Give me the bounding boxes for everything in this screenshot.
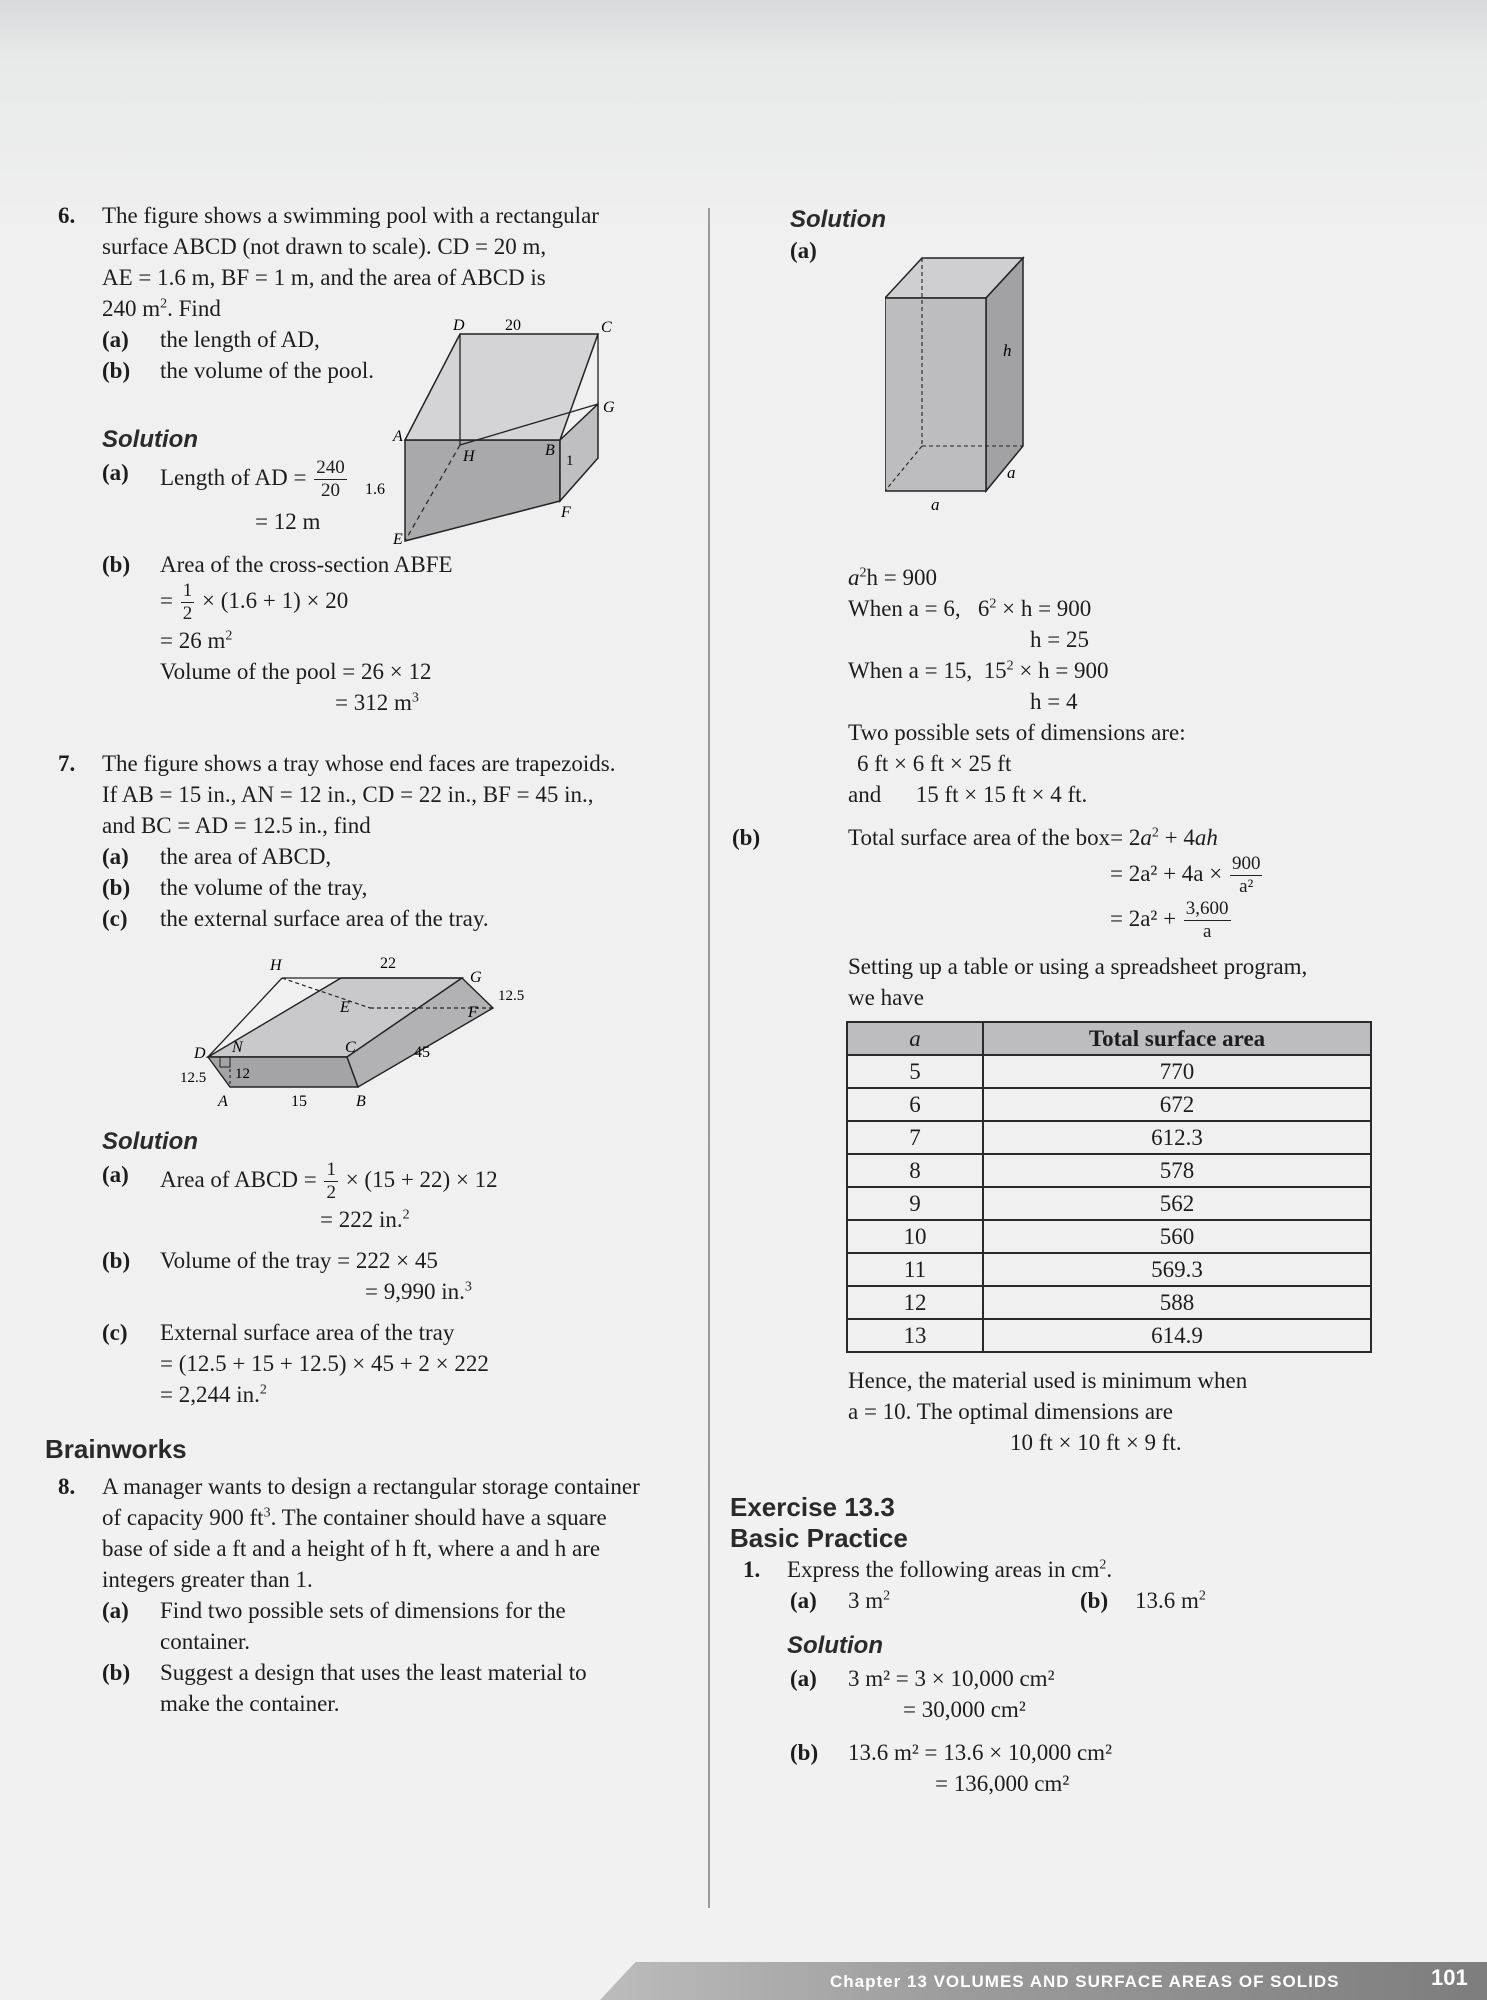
sol8-a-line: Two possible sets of dimensions are: bbox=[848, 720, 1186, 745]
exercise-solution-b-result: = 136,000 cm² bbox=[935, 1771, 1070, 1796]
q6-solution-b-line: = 26 $m^2$ bbox=[160, 628, 233, 653]
q7-solution-a: (a) Area of ABCD = $\frac{1}{2}$ × (15 + 22) × 12 bbox=[102, 1159, 498, 1203]
svg-text:B: B bbox=[545, 442, 555, 459]
exercise-title: Exercise 13.3 bbox=[730, 1492, 895, 1522]
svg-text:F: F bbox=[561, 504, 571, 521]
svg-text:E: E bbox=[393, 531, 403, 548]
q7-solution-c-line: = (12.5 + 15 + 12.5) × 45 + 2 × 222 bbox=[160, 1351, 489, 1376]
q7-solution-b-result: = 9,990 in.$^3$ bbox=[365, 1279, 472, 1304]
svg-text:G: G bbox=[603, 399, 615, 416]
table-row: 9 562 bbox=[847, 1187, 1371, 1220]
pool-top-face bbox=[405, 334, 598, 440]
q6-solution-b: (b) Area of the cross-section ABFE bbox=[102, 552, 453, 577]
table-header-row bbox=[847, 1022, 1371, 1055]
q6-solution-a: (a) Length of AD = $\frac{240}{20}$ bbox=[102, 457, 345, 501]
svg-text:F: F bbox=[468, 1004, 478, 1021]
table-row: 10 560 bbox=[847, 1220, 1371, 1253]
svg-text:H: H bbox=[270, 957, 282, 974]
sol8-part-a-label: (a) bbox=[790, 238, 817, 263]
box-figure bbox=[885, 246, 1075, 516]
question-6 bbox=[45, 200, 685, 324]
svg-text:N: N bbox=[232, 1039, 243, 1056]
pool-figure bbox=[365, 308, 725, 548]
svg-text:A: A bbox=[218, 1093, 228, 1110]
q6-part-a: (a) the length of AD, bbox=[102, 327, 320, 352]
question-7: 7. The figure shows a tray whose end faces are trapezoids. If AB = 15 in., AN = 12 in., CD = 22 in., BF = 45 in., and BC = AD = 12.5 in., find bbox=[58, 751, 616, 838]
exercise-solution-b: (b) 13.6 m² = 13.6 × 10,000 cm² bbox=[790, 1740, 1112, 1765]
svg-text:1: 1 bbox=[566, 453, 574, 469]
q6-solution-a-result: = 12 m bbox=[255, 509, 321, 534]
svg-text:12.5: 12.5 bbox=[498, 988, 525, 1004]
q6-part-b: (b) the volume of the pool. bbox=[102, 358, 374, 383]
sol8-a-line: h = 25 bbox=[1030, 627, 1089, 652]
table-header-a: a bbox=[847, 1022, 983, 1055]
q7-part-b: (b) the volume of the tray, bbox=[102, 875, 368, 900]
svg-text:1.6: 1.6 bbox=[365, 481, 385, 498]
table-row: 11 569.3 bbox=[847, 1253, 1371, 1286]
chapter-footer: Chapter 13 VOLUMES AND SURFACE AREAS OF SOLIDS bbox=[830, 1972, 1340, 1991]
q6-solution-b-line: = $\frac{1}{2}$ × (1.6 + 1) × 20 bbox=[160, 580, 349, 624]
sol8-a-line: and 15 ft × 15 ft × 4 ft. bbox=[848, 782, 1088, 807]
exercise-q1-parts: (a) 3 $m^2$ (b) 13.6 $m^2$ bbox=[790, 1588, 1206, 1613]
q6-solution-b-line: Volume of the pool = 26 × 12 bbox=[160, 659, 432, 684]
svg-text:20: 20 bbox=[505, 317, 521, 334]
solution-heading: Solution bbox=[787, 1632, 883, 1659]
svg-text:B: B bbox=[356, 1093, 366, 1110]
q7-solution-c-line: = 2,244 in.$^2$ bbox=[160, 1382, 267, 1407]
solution-heading: Solution bbox=[102, 1128, 198, 1155]
sol8-a-line: When a = 6, $6^2 \times h = 900$ bbox=[848, 596, 1092, 621]
sol8-a-line: 6 ft × 6 ft × 25 ft bbox=[857, 751, 1012, 776]
basic-practice-heading: Basic Practice bbox=[730, 1523, 908, 1553]
surface-area-table bbox=[846, 1021, 1372, 1353]
tray-figure bbox=[180, 940, 600, 1120]
solution-heading: Solution bbox=[790, 206, 886, 233]
q8-part-b: (b) Suggest a design that uses the least material to make the container. bbox=[102, 1660, 587, 1716]
sol8-a-line: When a = 15, $15^2 \times h = 900$ bbox=[848, 658, 1109, 683]
svg-text:A: A bbox=[393, 428, 403, 445]
sol8-conclusion-line: Hence, the material used is minimum when bbox=[848, 1368, 1248, 1393]
q6-stem-line: The figure shows a swimming pool with a rectangular bbox=[102, 203, 599, 228]
table-row: 12 588 bbox=[847, 1286, 1371, 1319]
sol8-part-b: (b) Total surface area of the $box= 2a^2 + 4ah$ bbox=[732, 825, 1218, 850]
sol8-conclusion-line: a = 10. The optimal dimensions are bbox=[848, 1399, 1173, 1424]
q7-solution-a-result: = 222 in.$^2$ bbox=[320, 1207, 410, 1232]
page-number: 101 bbox=[1431, 1965, 1468, 1990]
q7-part-c: (c) the external surface area of the tray. bbox=[102, 906, 489, 931]
q8-part-a: (a) Find two possible sets of dimensions for the container. bbox=[102, 1598, 566, 1654]
right-column bbox=[730, 200, 1380, 1799]
table-row: 8 578 bbox=[847, 1154, 1371, 1187]
sol8-conclusion-line: 10 ft × 10 ft × 9 ft. bbox=[1010, 1430, 1182, 1455]
svg-text:h: h bbox=[1003, 341, 1012, 360]
table-row: 6 672 bbox=[847, 1088, 1371, 1121]
svg-text:H: H bbox=[463, 448, 475, 465]
sol8-b-line: = 2a² + 4a × $\frac{900}{\text{a²}}$ bbox=[1110, 853, 1261, 897]
q7-solution-b: (b) Volume of the tray = 222 × 45 bbox=[102, 1248, 438, 1273]
svg-text:D: D bbox=[453, 317, 465, 334]
left-column bbox=[45, 200, 685, 1719]
q6-solution-b-line: = 312 $m^3$ bbox=[335, 690, 419, 715]
q6-stem-line: surface ABCD (not drawn to scale). CD = 20 m, bbox=[102, 234, 547, 259]
table-row: 13 614.9 bbox=[847, 1319, 1371, 1352]
sol8-b-line: we have bbox=[848, 985, 924, 1010]
table-header-total: Total surface area bbox=[983, 1022, 1371, 1055]
svg-text:12.5: 12.5 bbox=[180, 1070, 207, 1086]
q7-part-a: (a) the area of ABCD, bbox=[102, 844, 332, 869]
svg-text:22: 22 bbox=[380, 955, 396, 972]
table-row: 7 612.3 bbox=[847, 1121, 1371, 1154]
svg-text:a: a bbox=[1007, 463, 1016, 482]
exercise-question-1: 1. Express the following areas in $cm^2$. bbox=[743, 1557, 1113, 1582]
svg-text:12: 12 bbox=[235, 1066, 250, 1082]
exercise-solution-a: (a) 3 m² = 3 × 10,000 cm² bbox=[790, 1666, 1055, 1691]
table-row: 5 770 bbox=[847, 1055, 1371, 1088]
q6-stem-line: 240 $m^2$. Find bbox=[102, 296, 221, 321]
sol8-a-line: $a^2h = 900$ bbox=[848, 565, 937, 590]
svg-text:G: G bbox=[470, 969, 482, 986]
question-number: 6. bbox=[58, 203, 76, 228]
brainworks-heading: Brainworks bbox=[45, 1434, 187, 1464]
q7-solution-c: (c) External surface area of the tray bbox=[102, 1320, 455, 1345]
sol8-a-line: h = 4 bbox=[1030, 689, 1078, 714]
solution-heading: Solution bbox=[102, 426, 198, 453]
svg-text:15: 15 bbox=[291, 1093, 307, 1110]
exercise-solution-a-result: = 30,000 cm² bbox=[903, 1697, 1026, 1722]
svg-text:D: D bbox=[194, 1045, 206, 1062]
sol8-b-line: Setting up a table or using a spreadsheet program, bbox=[848, 954, 1308, 979]
svg-text:C: C bbox=[345, 1039, 356, 1056]
question-8: 8. A manager wants to design a rectangular storage container of capacity 900 $ft^3$. The container should have a square base of side a ft and a height of h ft, where a and h are integers greater than 1. bbox=[58, 1474, 640, 1592]
svg-text:E: E bbox=[340, 999, 350, 1016]
svg-text:45: 45 bbox=[414, 1044, 430, 1061]
sol8-b-line: = 2a² + $\frac{3,600}{a}$ bbox=[1110, 898, 1229, 942]
q6-stem-line: AE = 1.6 m, BF = 1 m, and the area of ABCD is bbox=[102, 265, 546, 290]
svg-text:C: C bbox=[601, 319, 612, 336]
svg-text:a: a bbox=[931, 495, 940, 514]
